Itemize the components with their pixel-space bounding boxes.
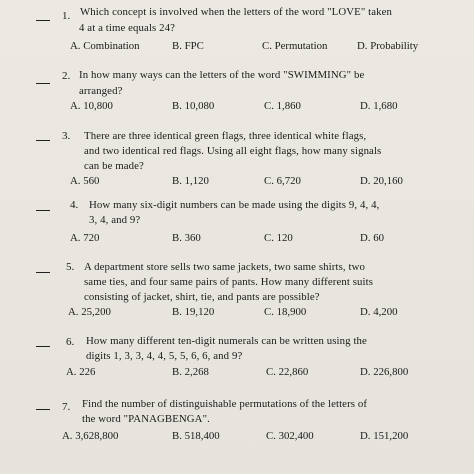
option-b[interactable]: B. 19,120 bbox=[172, 306, 215, 318]
question-text-line: arranged? bbox=[79, 85, 123, 97]
option-b[interactable]: B. 360 bbox=[172, 232, 201, 244]
option-c[interactable]: C. 302,400 bbox=[266, 430, 314, 442]
answer-blank[interactable] bbox=[36, 272, 50, 273]
option-a[interactable]: A. 3,628,800 bbox=[62, 430, 119, 442]
option-c[interactable]: C. 22,860 bbox=[266, 366, 309, 378]
option-c[interactable]: C. Permutation bbox=[262, 40, 328, 52]
option-a[interactable]: A. Combination bbox=[70, 40, 140, 52]
question-number: 1. bbox=[62, 10, 71, 22]
question-text-line: How many different ten-digit numerals can be written using the bbox=[86, 335, 367, 347]
option-b[interactable]: B. FPC bbox=[172, 40, 204, 52]
option-b[interactable]: B. 10,080 bbox=[172, 100, 215, 112]
answer-blank[interactable] bbox=[36, 140, 50, 141]
option-d[interactable]: D. 60 bbox=[360, 232, 384, 244]
question-text-line: Find the number of distinguishable permutations of the letters of bbox=[82, 398, 368, 410]
option-c[interactable]: C. 1,860 bbox=[264, 100, 301, 112]
option-b[interactable]: B. 1,120 bbox=[172, 175, 209, 187]
question-text-line: In how many ways can the letters of the word "SWIMMING" be bbox=[79, 69, 365, 81]
option-c[interactable]: C. 18,900 bbox=[264, 306, 307, 318]
answer-blank[interactable] bbox=[36, 346, 50, 347]
question-text-line: There are three identical green flags, three identical white flags, bbox=[84, 130, 367, 142]
option-a[interactable]: A. 560 bbox=[70, 175, 100, 187]
question-number: 2. bbox=[62, 70, 71, 82]
option-d[interactable]: D. 151,200 bbox=[360, 430, 409, 442]
option-c[interactable]: C. 120 bbox=[264, 232, 293, 244]
option-b[interactable]: B. 518,400 bbox=[172, 430, 220, 442]
question-text-line: digits 1, 3, 3, 4, 4, 5, 5, 6, 6, and 9? bbox=[86, 350, 243, 362]
question-text-line: How many six-digit numbers can be made using the digits 9, 4, 4, bbox=[89, 199, 380, 211]
option-d[interactable]: D. 4,200 bbox=[360, 306, 398, 318]
question-text-line: 4 at a time equals 24? bbox=[79, 22, 176, 34]
option-a[interactable]: A. 720 bbox=[70, 232, 100, 244]
option-b[interactable]: B. 2,268 bbox=[172, 366, 209, 378]
question-text-line: consisting of jacket, shirt, tie, and pants are possible? bbox=[84, 291, 320, 303]
question-number: 6. bbox=[66, 336, 75, 348]
question-text-line: and two identical red flags. Using all eight flags, how many signals bbox=[84, 145, 382, 157]
option-c[interactable]: C. 6,720 bbox=[264, 175, 301, 187]
option-d[interactable]: D. 20,160 bbox=[360, 175, 403, 187]
answer-blank[interactable] bbox=[36, 409, 50, 410]
option-a[interactable]: A. 226 bbox=[66, 366, 96, 378]
option-d[interactable]: D. 1,680 bbox=[360, 100, 398, 112]
question-text-line: 3, 4, and 9? bbox=[89, 214, 141, 226]
option-d[interactable]: D. 226,800 bbox=[360, 366, 409, 378]
answer-blank[interactable] bbox=[36, 210, 50, 211]
question-text-line: A department store sells two same jackets, two same shirts, two bbox=[84, 261, 365, 273]
answer-blank[interactable] bbox=[36, 20, 50, 21]
question-number: 3. bbox=[62, 130, 71, 142]
question-text-line: the word "PANAGBENGA". bbox=[82, 413, 210, 425]
question-text-line: same ties, and four same pairs of pants. How many different suits bbox=[84, 276, 374, 288]
option-a[interactable]: A. 25,200 bbox=[68, 306, 111, 318]
option-d[interactable]: D. Probability bbox=[357, 40, 419, 52]
option-a[interactable]: A. 10,800 bbox=[70, 100, 113, 112]
question-text-line: Which concept is involved when the letters of the word "LOVE" taken bbox=[80, 6, 393, 18]
answer-blank[interactable] bbox=[36, 83, 50, 84]
question-number: 5. bbox=[66, 261, 75, 273]
question-text-line: can be made? bbox=[84, 160, 144, 172]
question-number: 4. bbox=[70, 199, 79, 211]
question-number: 7. bbox=[62, 401, 71, 413]
